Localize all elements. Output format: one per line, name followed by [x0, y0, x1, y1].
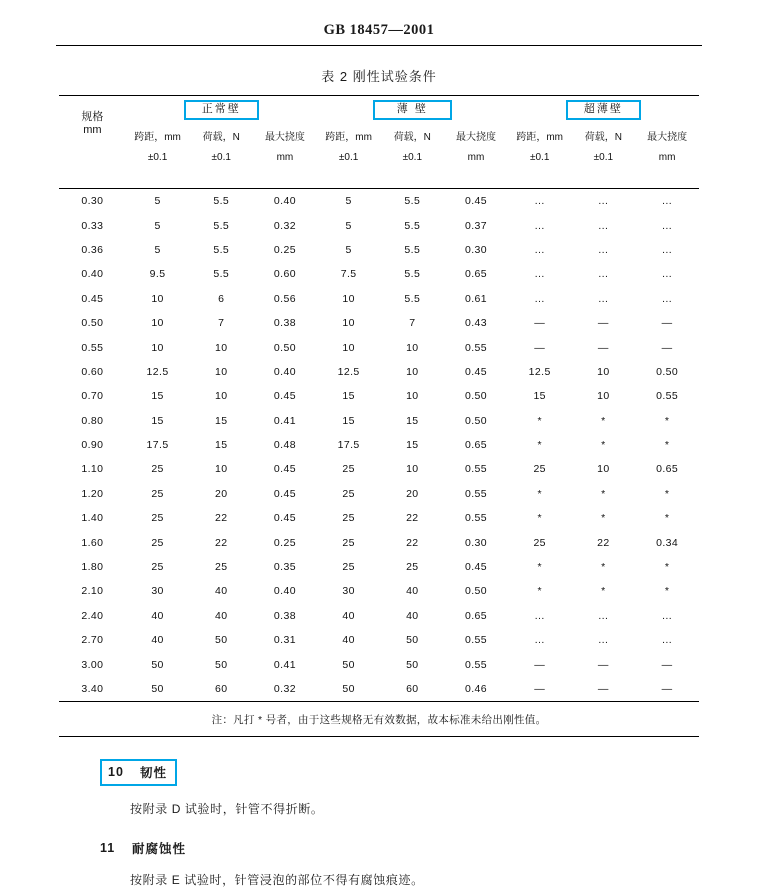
cell-g2-c2: 7	[409, 317, 416, 330]
cell-g1-c3: 0.48	[273, 439, 296, 452]
cell-g2-c2: 40	[406, 585, 419, 598]
cell-g2-c1: 50	[342, 683, 355, 695]
subheader-3-1: 跨距，mm	[516, 132, 564, 143]
cell-g3-c2: —	[597, 341, 609, 354]
header-spacer-1-2	[189, 168, 253, 189]
tolerance-3-1: ±0.1	[529, 152, 550, 163]
cell-g1-c2: 40	[215, 585, 228, 598]
cell-g2-c3: 0.50	[464, 414, 488, 427]
cell-g3-c2: …	[597, 243, 609, 256]
cell-g1-c2: 5.5	[213, 243, 230, 256]
cell-g1-c3: 0.60	[273, 268, 296, 281]
table-row	[59, 506, 699, 530]
cell-g3-c2: 10	[597, 463, 610, 476]
section-10-number: 10	[108, 765, 124, 780]
cell-g2-c3: 0.65	[464, 609, 488, 622]
cell-g1-c3: 0.31	[273, 634, 296, 647]
cell-g2-c3: 0.55	[464, 658, 488, 671]
cell-g2-c2: 5.5	[404, 268, 421, 281]
cell-g1-c3: 0.40	[273, 195, 296, 208]
cell-g2-c3: 0.55	[464, 487, 488, 500]
cell-g2-c2: 10	[406, 390, 419, 403]
subheader-3-3: 最大挠度	[647, 132, 688, 143]
cell-g3-c1: —	[534, 683, 546, 695]
cell-g2-c2: 5.5	[404, 195, 421, 208]
cell-g1-c2: 50	[215, 634, 228, 647]
cell-spec: 0.60	[81, 365, 104, 378]
cell-g2-c3: 0.65	[464, 268, 488, 281]
cell-g1-c2: 20	[215, 487, 228, 500]
cell-spec: 0.50	[81, 317, 104, 330]
cell-spec: 0.70	[81, 390, 104, 403]
cell-g3-c3: —	[661, 341, 673, 354]
section-10-heading	[100, 759, 758, 786]
cell-g3-c2: …	[597, 292, 609, 305]
cell-g2-c3: 0.46	[464, 683, 488, 695]
header-spacer-3-1	[508, 168, 572, 189]
cell-g1-c2: 25	[215, 561, 228, 574]
group-header-3	[508, 96, 699, 125]
cell-g3-c3: *	[664, 561, 670, 574]
cell-g2-c2: 10	[406, 341, 419, 354]
cell-g2-c1: 40	[342, 634, 355, 647]
table-row	[59, 628, 699, 652]
cell-g3-c2: 22	[597, 536, 610, 549]
subheader-1-3: 最大挠度	[264, 132, 305, 143]
section-10-body: 按附录 D 试验时，针管不得折断。	[130, 802, 324, 817]
cell-g2-c1: 15	[342, 390, 355, 403]
cell-g1-c3: 0.25	[273, 243, 296, 256]
cell-g3-c1: 25	[533, 463, 546, 476]
table-row	[59, 555, 699, 579]
cell-g3-c1: …	[534, 268, 546, 281]
cell-g3-c3: *	[664, 439, 670, 452]
group-header-2	[317, 96, 508, 125]
cell-g1-c3: 0.41	[273, 658, 296, 671]
cell-g1-c1: 10	[151, 292, 164, 305]
subheader-2-1: 跨距，mm	[325, 132, 372, 143]
cell-g2-c1: 25	[342, 512, 355, 525]
cell-g3-c3: …	[661, 195, 673, 208]
cell-g1-c3: 0.45	[273, 487, 296, 500]
cell-spec: 3.00	[81, 658, 104, 671]
cell-g1-c3: 0.32	[273, 219, 296, 232]
cell-g1-c2: 50	[215, 658, 228, 671]
cell-g2-c2: 20	[406, 487, 419, 500]
cell-g1-c3: 0.41	[273, 414, 296, 427]
cell-spec: 1.80	[81, 561, 104, 574]
table-row	[59, 384, 699, 408]
tolerance-2-2: ±0.1	[402, 152, 422, 163]
cell-g3-c1: *	[537, 439, 542, 452]
table-note-row	[59, 702, 699, 737]
cell-g1-c2: 22	[215, 512, 228, 525]
table-row	[59, 482, 699, 506]
cell-g1-c3: 0.50	[273, 341, 296, 354]
cell-g2-c3: 0.55	[464, 341, 488, 354]
group-header-label-1: 正常壁	[184, 100, 259, 119]
cell-g2-c2: 60	[406, 683, 419, 695]
cell-g1-c2: 60	[215, 683, 228, 695]
cell-g3-c2: *	[601, 512, 606, 525]
cell-spec: 1.20	[81, 487, 104, 500]
tolerance-3-2: ±0.1	[593, 152, 614, 163]
cell-g1-c3: 0.38	[273, 609, 296, 622]
cell-g1-c2: 10	[215, 365, 228, 378]
table-row	[59, 335, 699, 359]
cell-spec: 2.40	[81, 609, 104, 622]
table-row	[59, 652, 699, 676]
cell-g1-c2: 5.5	[213, 219, 230, 232]
cell-spec: 0.80	[81, 414, 104, 427]
cell-g3-c2: *	[601, 414, 606, 427]
cell-g3-c1: …	[534, 195, 546, 208]
cell-g2-c2: 22	[406, 536, 419, 549]
cell-spec: 0.30	[81, 195, 104, 208]
table-note: 注：凡打 * 号者，由于这些规格无有效数据，故本标准未给出刚性值。	[59, 702, 699, 737]
cell-g3-c1: *	[537, 561, 542, 574]
cell-g3-c3: …	[661, 292, 673, 305]
cell-g2-c1: 17.5	[337, 439, 360, 452]
cell-g2-c3: 0.50	[464, 390, 488, 403]
tolerance-1-2: ±0.1	[211, 152, 231, 163]
table-row	[59, 262, 699, 286]
cell-g3-c3: …	[661, 219, 673, 232]
tolerance-1-3: mm	[276, 152, 294, 163]
cell-g2-c3: 0.50	[464, 585, 488, 598]
cell-g2-c1: 15	[342, 414, 355, 427]
subheader-2-3: 最大挠度	[456, 132, 496, 143]
table-caption: 表 2 刚性试验条件	[321, 69, 437, 84]
cell-spec: 2.10	[81, 585, 104, 598]
cell-g3-c1: …	[534, 243, 546, 256]
header-spacer-2-3	[444, 168, 508, 189]
cell-g2-c1: 10	[342, 341, 355, 354]
cell-spec: 0.36	[81, 243, 104, 256]
section-11-heading	[100, 839, 758, 857]
cell-g2-c2: 15	[406, 414, 419, 427]
cell-g2-c2: 5.5	[404, 243, 421, 256]
cell-g3-c2: …	[597, 268, 609, 281]
cell-g1-c1: 5	[154, 243, 161, 256]
cell-g1-c1: 25	[151, 463, 164, 476]
cell-g1-c3: 0.45	[273, 463, 296, 476]
cell-g1-c2: 22	[215, 536, 228, 549]
cell-g2-c1: 10	[342, 292, 355, 305]
cell-g1-c3: 0.35	[273, 561, 296, 574]
rigidity-test-table	[59, 95, 699, 737]
cell-g2-c1: 25	[342, 487, 355, 500]
cell-g3-c3: 0.34	[656, 536, 679, 549]
cell-g3-c1: 25	[533, 536, 546, 549]
section-11-title: 耐腐蚀性	[132, 842, 187, 857]
cell-g1-c1: 15	[151, 390, 164, 403]
cell-g3-c1: *	[537, 585, 542, 598]
cell-g2-c1: 25	[342, 536, 355, 549]
cell-g2-c2: 25	[406, 561, 419, 574]
table-row	[59, 433, 699, 457]
header-spacer-spec	[59, 168, 126, 189]
cell-g1-c1: 10	[151, 317, 164, 330]
tolerance-2-3: mm	[467, 152, 485, 163]
cell-spec: 1.40	[81, 512, 104, 525]
cell-g2-c1: 5	[345, 243, 352, 256]
cell-g3-c2: —	[597, 658, 609, 671]
standard-code: GB 18457—2001	[323, 22, 435, 38]
cell-g3-c3: …	[661, 609, 673, 622]
cell-g1-c1: 5	[154, 219, 161, 232]
cell-g1-c1: 50	[151, 683, 164, 695]
cell-g2-c3: 0.55	[464, 463, 488, 476]
table-row	[59, 360, 699, 384]
subheader-1-2: 荷载，N	[202, 132, 240, 143]
cell-g2-c2: 10	[406, 365, 419, 378]
cell-g1-c2: 15	[215, 439, 228, 452]
cell-g3-c1: …	[534, 609, 546, 622]
cell-g1-c1: 12.5	[146, 365, 169, 378]
cell-g3-c2: *	[601, 439, 606, 452]
header-spacer-3-3	[635, 168, 699, 189]
cell-g3-c3: *	[664, 487, 670, 500]
cell-spec: 1.60	[81, 536, 104, 549]
cell-g2-c2: 50	[406, 634, 419, 647]
header-spacer-2-2	[380, 168, 444, 189]
cell-spec: 2.70	[81, 634, 104, 647]
cell-g2-c1: 12.5	[337, 365, 360, 378]
cell-g1-c1: 15	[151, 414, 164, 427]
cell-g2-c2: 50	[406, 658, 419, 671]
cell-g1-c1: 5	[154, 195, 161, 208]
page-header	[0, 0, 758, 45]
spec-header-cell	[59, 96, 126, 148]
cell-g1-c3: 0.45	[273, 512, 296, 525]
cell-g3-c3: —	[661, 683, 673, 695]
rigidity-table-wrap	[59, 95, 699, 737]
table-row	[59, 311, 699, 335]
cell-g3-c2: 10	[597, 390, 610, 403]
cell-g3-c1: —	[534, 317, 546, 330]
section-11-body: 按附录 E 试验时，针管浸泡的部位不得有腐蚀痕迹。	[130, 873, 424, 888]
cell-g3-c3: …	[661, 268, 673, 281]
cell-g1-c1: 9.5	[149, 268, 166, 281]
cell-g2-c1: 25	[342, 463, 355, 476]
spec-header-line1: 规格	[81, 110, 104, 123]
cell-g2-c1: 30	[342, 585, 355, 598]
cell-g3-c2: 10	[597, 365, 610, 378]
section-corrosion-resistance	[0, 839, 758, 888]
subheader-2-2: 荷载，N	[393, 132, 431, 143]
cell-g2-c3: 0.30	[464, 536, 488, 549]
cell-g3-c1: …	[534, 634, 546, 647]
header-spacer-3-2	[572, 168, 636, 189]
cell-g2-c1: 50	[342, 658, 355, 671]
table-row	[59, 287, 699, 311]
cell-g1-c1: 25	[151, 487, 164, 500]
cell-g1-c1: 17.5	[146, 439, 169, 452]
cell-spec: 0.33	[81, 219, 104, 232]
tolerance-3-3: mm	[658, 152, 676, 163]
cell-g2-c2: 5.5	[404, 219, 421, 232]
cell-spec: 0.90	[81, 439, 104, 452]
cell-g2-c2: 22	[406, 512, 419, 525]
section-11-number: 11	[100, 841, 116, 856]
cell-g2-c3: 0.55	[464, 512, 488, 525]
cell-g3-c3: *	[664, 414, 670, 427]
cell-g1-c3: 0.38	[273, 317, 296, 330]
cell-g3-c2: —	[597, 317, 609, 330]
cell-g3-c3: *	[664, 512, 670, 525]
cell-spec: 3.40	[81, 683, 104, 695]
subheader-3-2: 荷载，N	[584, 132, 622, 143]
cell-g2-c1: 5	[345, 195, 352, 208]
cell-g3-c2: *	[601, 561, 606, 574]
cell-g2-c2: 40	[406, 609, 419, 622]
cell-g2-c2: 5.5	[404, 292, 421, 305]
table-row	[59, 457, 699, 481]
cell-g3-c1: *	[537, 414, 542, 427]
header-spacer-2-1	[317, 168, 381, 189]
cell-g3-c2: *	[601, 487, 606, 500]
cell-g3-c3: …	[661, 243, 673, 256]
header-divider	[56, 45, 702, 46]
cell-g1-c1: 40	[151, 634, 164, 647]
cell-g2-c3: 0.43	[464, 317, 488, 330]
table-row	[59, 409, 699, 433]
cell-g3-c1: —	[534, 658, 546, 671]
cell-g3-c1: …	[534, 292, 546, 305]
cell-g3-c3: —	[661, 317, 673, 330]
table-row	[59, 213, 699, 237]
cell-g1-c1: 30	[151, 585, 164, 598]
cell-g2-c1: 10	[342, 317, 355, 330]
cell-g3-c3: 0.65	[656, 463, 679, 476]
table-row	[59, 677, 699, 702]
header-spacer-1-3	[253, 168, 317, 189]
table-row	[59, 238, 699, 262]
cell-g2-c3: 0.55	[464, 634, 488, 647]
group-header-label-2: 薄 壁	[373, 100, 452, 119]
cell-g1-c3: 0.45	[273, 390, 296, 403]
cell-g1-c2: 7	[218, 317, 225, 330]
cell-g1-c2: 10	[215, 463, 228, 476]
cell-g1-c2: 15	[215, 414, 228, 427]
group-header-label-3: 超薄壁	[566, 100, 641, 119]
cell-g3-c3: 0.55	[656, 390, 679, 403]
cell-g2-c3: 0.45	[464, 195, 488, 208]
cell-g3-c2: *	[601, 585, 606, 598]
cell-g1-c2: 40	[215, 609, 228, 622]
cell-g1-c1: 25	[151, 512, 164, 525]
cell-g3-c3: …	[661, 634, 673, 647]
cell-g1-c3: 0.25	[273, 536, 296, 549]
cell-g2-c1: 40	[342, 609, 355, 622]
table-row	[59, 604, 699, 628]
section-toughness	[0, 759, 758, 817]
cell-g1-c1: 25	[151, 561, 164, 574]
tolerance-2-1: ±0.1	[338, 152, 359, 163]
cell-g1-c3: 0.56	[273, 292, 296, 305]
cell-g1-c3: 0.40	[273, 585, 296, 598]
cell-g3-c3: 0.50	[656, 365, 679, 378]
cell-g3-c2: —	[597, 683, 609, 695]
cell-spec: 0.45	[81, 292, 104, 305]
cell-g3-c3: —	[661, 658, 673, 671]
cell-g2-c3: 0.61	[464, 292, 488, 305]
table-row	[59, 530, 699, 554]
cell-g1-c2: 5.5	[213, 268, 230, 281]
cell-g3-c2: …	[597, 219, 609, 232]
cell-g2-c3: 0.45	[464, 365, 488, 378]
cell-g3-c1: *	[537, 487, 542, 500]
cell-g2-c3: 0.37	[464, 219, 488, 232]
cell-g1-c1: 50	[151, 658, 164, 671]
cell-g1-c2: 10	[215, 341, 228, 354]
cell-g1-c2: 5.5	[213, 195, 230, 208]
cell-g3-c1: 15	[533, 390, 546, 403]
cell-g1-c1: 25	[151, 536, 164, 549]
cell-spec: 1.10	[81, 463, 104, 476]
cell-g3-c3: *	[664, 585, 670, 598]
cell-spec: 0.55	[81, 341, 104, 354]
spec-tol-blank	[59, 147, 126, 168]
group-header-1	[126, 96, 317, 125]
cell-g2-c1: 25	[342, 561, 355, 574]
cell-g2-c2: 15	[406, 439, 419, 452]
cell-spec: 0.40	[81, 268, 104, 281]
subheader-1-1: 跨距，mm	[134, 132, 181, 143]
header-spacer-1-1	[126, 168, 190, 189]
cell-g3-c2: …	[597, 609, 609, 622]
cell-g2-c1: 7.5	[340, 268, 357, 281]
table-row	[59, 189, 699, 214]
cell-g1-c2: 10	[215, 390, 228, 403]
cell-g2-c3: 0.45	[464, 561, 488, 574]
cell-g3-c1: *	[537, 512, 542, 525]
table-row	[59, 579, 699, 603]
cell-g3-c2: …	[597, 634, 609, 647]
cell-g1-c3: 0.40	[273, 365, 296, 378]
cell-g2-c2: 10	[406, 463, 419, 476]
cell-g1-c1: 10	[151, 341, 164, 354]
cell-g1-c2: 6	[218, 292, 225, 305]
cell-g2-c1: 5	[345, 219, 352, 232]
cell-g3-c2: …	[597, 195, 609, 208]
cell-g2-c3: 0.65	[464, 439, 488, 452]
spec-header-line2: mm	[83, 123, 102, 136]
cell-g2-c3: 0.30	[464, 243, 488, 256]
cell-g3-c1: 12.5	[528, 365, 551, 378]
cell-g1-c3: 0.32	[273, 683, 296, 695]
cell-g3-c1: …	[534, 219, 546, 232]
cell-g1-c1: 40	[151, 609, 164, 622]
section-10-title: 韧性	[140, 766, 168, 781]
tolerance-1-1: ±0.1	[147, 152, 168, 163]
cell-g3-c1: —	[534, 341, 546, 354]
